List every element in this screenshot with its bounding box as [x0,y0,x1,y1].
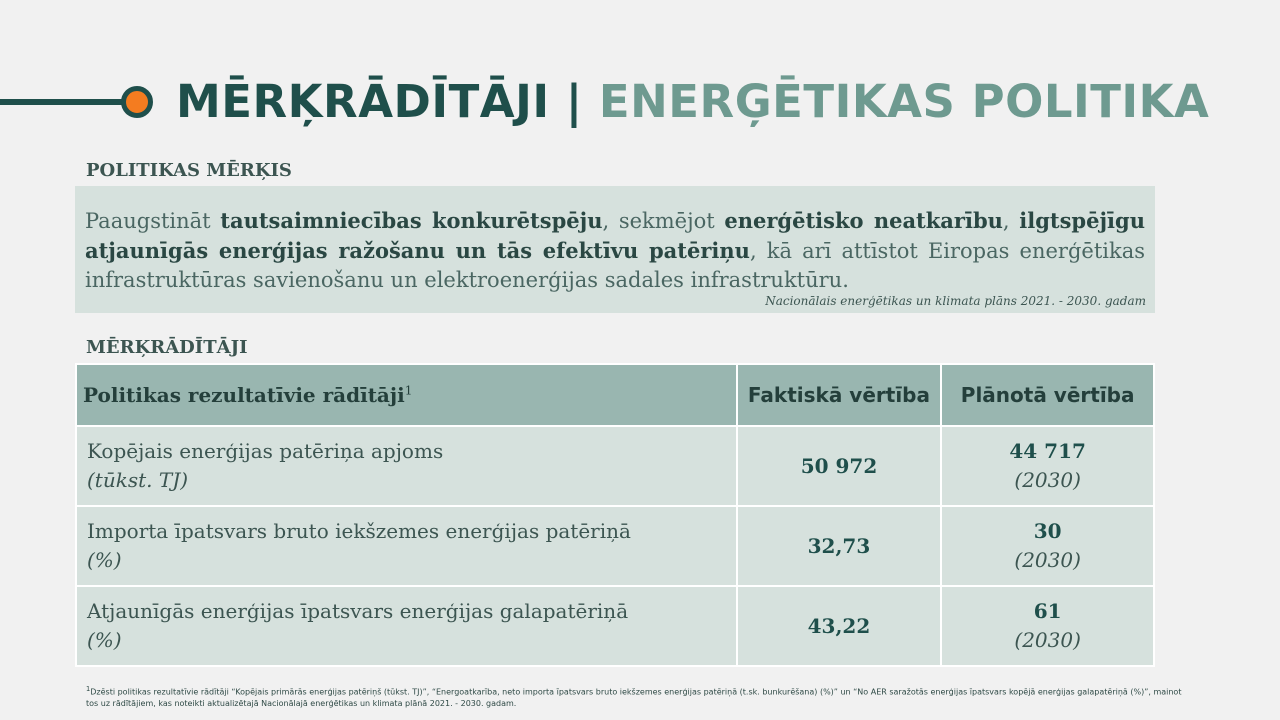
indicator-name-cell [76,426,737,506]
table-row [76,506,1154,586]
planned-value-cell [941,426,1154,506]
title-main: MĒRĶRĀDĪTĀJI [176,75,550,128]
footnote-marker: 1 [86,685,91,693]
indicator-name: Kopējais enerģijas patēriņa apjoms [87,439,444,463]
header-footnote-ref: 1 [404,383,413,398]
footnote [86,684,1186,709]
header-actual: Faktiskā vērtība [737,364,942,426]
planned-value: 30 [1033,519,1062,543]
goal-source: Nacionālais enerģētikas un klimata plāns 2021. - 2030. gadam [765,294,1146,308]
planned-value-cell [941,506,1154,586]
indicator-unit: (%) [87,628,122,652]
footnote-text: Dzēsti politikas rezultatīvie rādītāji “Kopējais primārās enerģijas patēriņš (tūkst. TJ)”, “Energoatkarība, neto importa īpatsvars bruto iekšzemes enerģijas patēriņā (t.sk. bunkurēšana) (%)” un “No AER saražotās enerģijas īpatsvars kopējā enerģijas galapatēriņā (%)”, mainot tos uz rādītājiem, kas noteikti aktualizētajā Nacionālajā enerģētikas un klimata plānā 2021. - 2030. gadam. [86,687,1182,708]
goal-text-segment: , kā arī attīstot Eiropas enerģētikas infrastruktūras savienošanu un elektroenerģijas sadales infrastruktūru. [85,239,1145,292]
planned-year: (2030) [1014,628,1081,652]
goal-text-segment: , sekmējot [602,209,725,233]
title-separator: | [565,75,583,128]
title-subtitle: ENERĢĒTIKAS POLITIKA [598,75,1210,128]
header-indicator-label: Politikas rezultatīvie rādītāji [83,383,405,407]
indicator-name-cell [76,586,737,666]
title-accent-line [0,99,130,105]
indicator-unit: (%) [87,548,122,572]
indicators-table [75,363,1155,667]
goal-text-emphasis: ilgtspējīgu atjaunīgās enerģijas ražošanu un tās efektīvu patēriņu [85,208,1145,263]
indicator-name-cell [76,506,737,586]
planned-value: 61 [1033,599,1062,623]
indicator-unit: (tūkst. TJ) [87,468,189,492]
header-planned: Plānotā vērtība [941,364,1154,426]
table-header-row [76,364,1154,426]
goal-section-label: POLITIKAS MĒRĶIS [86,160,292,181]
indicators-section-label: MĒRĶRĀDĪTĀJI [86,337,248,358]
goal-text-segment: Paaugstināt [85,209,221,233]
goal-text-segment: , [1002,209,1020,233]
table-row [76,586,1154,666]
table-row [76,426,1154,506]
actual-value: 32,73 [737,506,942,586]
planned-year: (2030) [1014,548,1081,572]
title-accent-dot [121,86,153,118]
title-bar [0,72,1280,132]
planned-year: (2030) [1014,468,1081,492]
planned-value: 44 717 [1009,439,1086,463]
page-title [176,74,1209,130]
actual-value: 50 972 [737,426,942,506]
indicator-name: Importa īpatsvars bruto iekšzemes enerģijas patēriņā [87,519,631,543]
indicator-name: Atjaunīgās enerģijas īpatsvars enerģijas galapatēriņā [87,599,629,623]
planned-value-cell [941,586,1154,666]
goal-text-emphasis: tautsaimniecības konkurētspēju [220,208,603,233]
goal-text-emphasis: enerģētisko neatkarību [724,208,1003,233]
goal-box [75,186,1155,313]
goal-text [85,206,1145,295]
actual-value: 43,22 [737,586,942,666]
header-indicator [76,364,737,426]
